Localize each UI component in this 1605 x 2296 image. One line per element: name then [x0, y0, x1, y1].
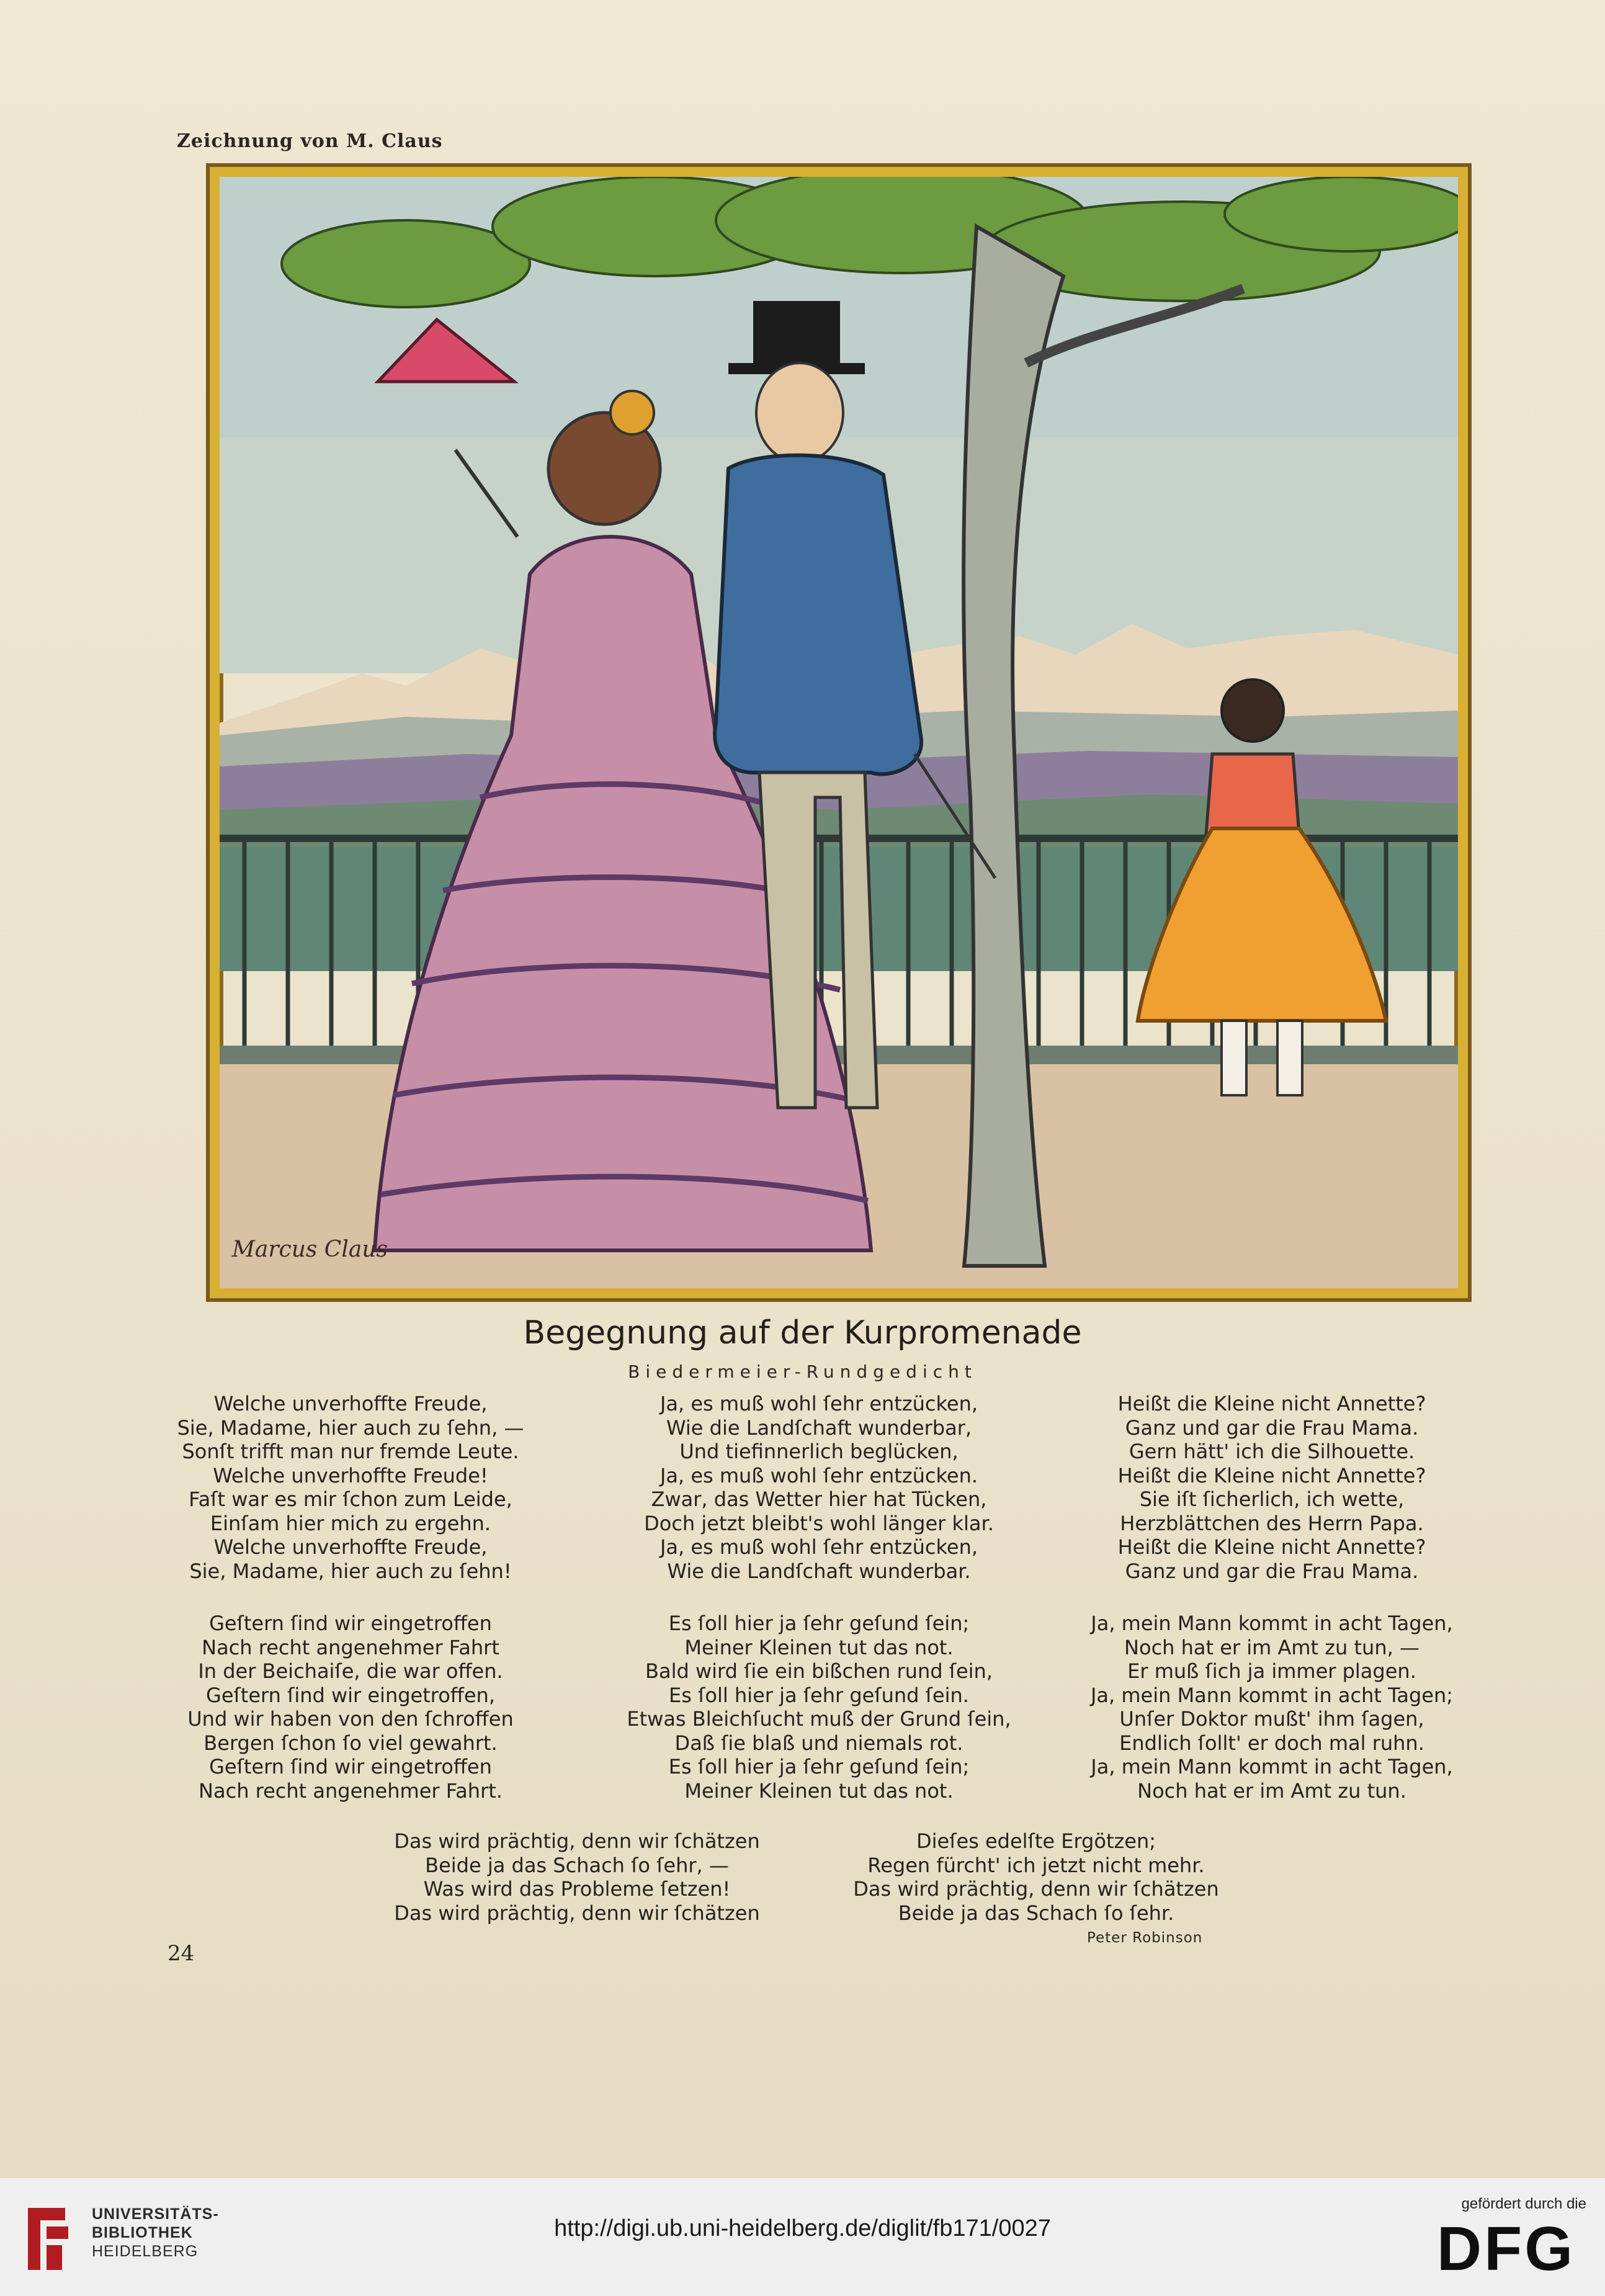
stanza-col3-a	[1080, 1392, 1464, 1583]
verse-line: Faſt war es mir ſchon zum Leide,	[189, 1487, 512, 1511]
verse-line: Sonſt trifft man nur fremde Leute.	[182, 1440, 519, 1463]
verse-line: Ja, es muß wohl ſehr entzücken.	[659, 1463, 978, 1487]
verse-line: Meiner Kleinen tut das not.	[684, 1778, 954, 1803]
verse-line: Ganz und gar die Frau Mama.	[1125, 1415, 1419, 1440]
verse-line: Wie die Landſchaft wunderbar.	[667, 1559, 971, 1583]
stanza-col1-b	[158, 1612, 543, 1803]
verse-line: Beide ja das Schach ſo ſehr.	[898, 1901, 1174, 1925]
verse-line: Es ſoll hier ja ſehr geſund ſein;	[668, 1755, 970, 1778]
verse-line: Was wird das Probleme ſetzen!	[423, 1877, 731, 1901]
verse-line: Ja, es muß wohl ſehr entzücken,	[659, 1535, 978, 1559]
verse-line: Das wird prächtig, denn wir ſchätzen	[394, 1901, 760, 1925]
stanza-col1-a	[158, 1392, 543, 1583]
verse-line: Gern hätt' ich die Silhouette.	[1129, 1440, 1415, 1463]
verse-line: Ja, es muß wohl ſehr entzücken,	[659, 1392, 978, 1415]
verse-line: Dieſes edelſte Ergötzen;	[916, 1829, 1156, 1853]
stanza-col2-b	[614, 1612, 1024, 1803]
verse-line: Das wird prächtig, denn wir ſchätzen	[394, 1829, 760, 1853]
library-name-line1: UNIVERSITÄTS-	[92, 2205, 219, 2223]
verse-line: Doch jetzt bleibt's wohl länger klar.	[644, 1511, 994, 1535]
verse-line: Es ſoll hier ja ſehr geſund ſein.	[669, 1683, 969, 1707]
stanza-col2-a	[614, 1392, 1024, 1583]
verse-line: Nach recht angenehmer Fahrt.	[199, 1778, 503, 1803]
illustration	[220, 177, 1458, 1288]
verse-line: Einſam hier mich zu ergehn.	[210, 1511, 491, 1535]
verse-line: Sie iſt ſicherlich, ich wette,	[1139, 1487, 1405, 1511]
verse-line: Das wird prächtig, denn wir ſchätzen	[853, 1877, 1219, 1901]
verse-line: Etwas Bleichſucht muß der Grund ſein,	[627, 1707, 1011, 1731]
verse-line: Heißt die Kleine nicht Annette?	[1117, 1535, 1426, 1559]
stanza-final-right	[831, 1829, 1241, 1925]
verse-line: In der Beichaiſe, die war offen.	[198, 1659, 503, 1683]
poem-subtitle: Biedermeier-Rundgedicht	[628, 1361, 977, 1382]
library-name-line2: BIBLIOTHEK	[92, 2224, 193, 2241]
verse-line: Regen fürcht' ich jetzt nicht mehr.	[867, 1853, 1205, 1877]
verse-line: Wie die Landſchaft wunderbar,	[666, 1415, 972, 1440]
library-name-line3: HEIDELBERG	[92, 2243, 199, 2260]
verse-line: Ganz und gar die Frau Mama.	[1125, 1559, 1419, 1583]
verse-line: Geſtern ſind wir eingetroffen	[209, 1612, 492, 1635]
verse-line: Er muß ſich ja immer plagen.	[1127, 1659, 1416, 1683]
verse-line: Ja, mein Mann kommt in acht Tagen,	[1091, 1755, 1453, 1778]
verse-line: Zwar, das Wetter hier hat Tücken,	[651, 1487, 987, 1511]
verse-line: Geſtern ſind wir eingetroffen,	[206, 1683, 495, 1707]
verse-line: Bald wird ſie ein bißchen rund ſein,	[645, 1659, 993, 1683]
permalink-url[interactable]: http://digi.ub.uni-heidelberg.de/diglit/fb171/0027	[554, 2215, 1051, 2241]
verse-line: Es ſoll hier ja ſehr geſund ſein;	[668, 1612, 970, 1635]
illustration-signature: Marcus Claus	[232, 1237, 388, 1262]
verse-line: Geſtern ſind wir eingetroffen	[209, 1755, 492, 1778]
verse-line: Sie, Madame, hier auch zu ſehn, —	[177, 1415, 524, 1440]
verse-line: Daß ſie blaß und niemals rot.	[674, 1731, 963, 1755]
verse-line: Welche unverhoffte Freude,	[213, 1535, 488, 1559]
verse-line: Welche unverhoffte Freude,	[213, 1392, 488, 1415]
stanza-col3-b	[1073, 1612, 1470, 1803]
poem-title: Begegnung auf der Kurpromenade	[523, 1314, 1082, 1352]
verse-line: Noch hat er im Amt zu tun, —	[1124, 1635, 1419, 1659]
verse-line: Heißt die Kleine nicht Annette?	[1117, 1392, 1426, 1415]
page-number: 24	[168, 1941, 195, 1966]
verse-line: Ja, mein Mann kommt in acht Tagen,	[1091, 1612, 1453, 1635]
verse-line: Beide ja das Schach ſo ſehr, —	[425, 1853, 729, 1877]
dfg-logo: DFG	[1436, 2214, 1575, 2284]
verse-line: Heißt die Kleine nicht Annette?	[1117, 1463, 1426, 1487]
verse-line: Und tiefinnerlich beglücken,	[679, 1440, 959, 1463]
verse-line: Welche unverhoffte Freude!	[213, 1463, 488, 1487]
verse-line: Herzblättchen des Herrn Papa.	[1120, 1511, 1424, 1535]
verse-line: Und wir haben von den ſchroffen	[187, 1707, 514, 1731]
verse-line: Meiner Kleinen tut das not.	[684, 1635, 954, 1659]
stanza-final-left	[372, 1829, 782, 1925]
verse-line: Ja, mein Mann kommt in acht Tagen;	[1090, 1683, 1454, 1707]
verse-line: Unſer Doktor mußt' ihm ſagen,	[1119, 1707, 1424, 1731]
footer-bar	[0, 2178, 1605, 2296]
illustration-frame	[206, 163, 1472, 1302]
illustration-credit: Zeichnung von M. Claus	[177, 130, 443, 152]
verse-line: Sie, Madame, hier auch zu ſehn!	[189, 1559, 512, 1583]
author-name: Peter Robinson	[1087, 1930, 1203, 1946]
funded-by-text: gefördert durch die	[1461, 2195, 1586, 2212]
verse-line: Endlich ſollt' er doch mal ruhn.	[1119, 1731, 1424, 1755]
verse-line: Noch hat er im Amt zu tun.	[1137, 1778, 1406, 1803]
verse-line: Bergen ſchon ſo viel gewahrt.	[203, 1731, 498, 1755]
verse-line: Nach recht angenehmer Fahrt	[202, 1635, 499, 1659]
